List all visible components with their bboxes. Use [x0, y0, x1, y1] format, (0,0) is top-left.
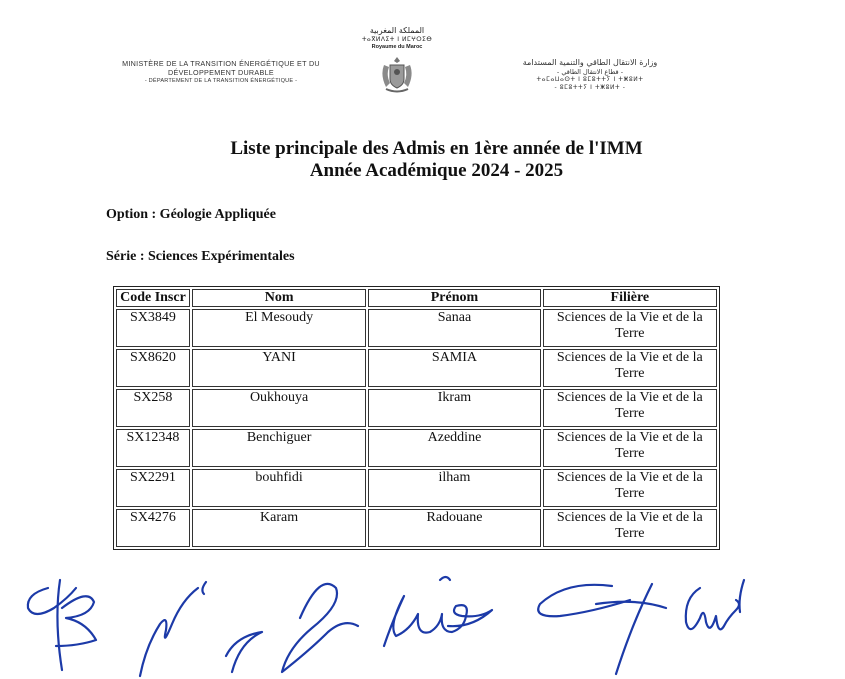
cell-prenom: SAMIA — [368, 349, 540, 387]
kingdom-arabic: المملكة المغربية — [369, 26, 425, 35]
serie-label: Série : Sciences Expérimentales — [106, 249, 295, 264]
ministry-name-arabic — [455, 58, 725, 92]
ministry-line-2: DÉVELOPPEMENT DURABLE — [167, 68, 275, 77]
table-row — [116, 469, 717, 507]
kingdom-french: Royaume du Maroc — [371, 44, 423, 50]
header-prenom: Prénom — [368, 289, 540, 307]
table-row — [116, 309, 717, 347]
cell-code: SX2291 — [116, 469, 190, 507]
table-row — [116, 389, 717, 427]
table-header-row — [116, 289, 717, 307]
option-label: Option : Géologie Appliquée — [106, 207, 276, 222]
department-line: - DÉPARTEMENT DE LA TRANSITION ÉNERGÉTIQUE - — [144, 78, 298, 84]
cell-code: SX258 — [116, 389, 190, 427]
cell-nom: Karam — [192, 509, 366, 547]
page-title: Liste principale des Admis en 1ère année de l'IMM — [230, 138, 643, 159]
header-filiere: Filière — [543, 289, 717, 307]
signature-4 — [384, 577, 492, 646]
ministry-line-1: MINISTÈRE DE LA TRANSITION ÉNERGÉTIQUE ET DU — [122, 59, 320, 68]
table-row — [116, 509, 717, 547]
signature-2 — [140, 582, 206, 676]
cell-code: SX3849 — [116, 309, 190, 347]
ministry-tifinagh-line-1: ⵜⴰⵎⴰⵡⴰⵙⵜ ⵏ ⵓⵎⵓⵜⵜⵢ ⵏ ⵜⵥⵓⵍⵜ — [536, 76, 644, 83]
cell-prenom: Ikram — [368, 389, 540, 427]
cell-code: SX4276 — [116, 509, 190, 547]
cell-filiere: Sciences de la Vie et de la Terre — [543, 349, 717, 387]
ministry-arabic-line-1: وزارة الانتقال الطاقي والتنمية المستدامة — [522, 58, 658, 67]
admis-table — [113, 286, 720, 550]
cell-code: SX12348 — [116, 429, 190, 467]
academic-year-title: Année Académique 2024 - 2025 — [309, 160, 564, 181]
cell-nom: bouhfidi — [192, 469, 366, 507]
cell-filiere: Sciences de la Vie et de la Terre — [543, 389, 717, 427]
cell-prenom: ilham — [368, 469, 540, 507]
cell-prenom: Sanaa — [368, 309, 540, 347]
ministry-arabic-line-2: - قطاع الانتقال الطاقي - — [556, 68, 624, 76]
cell-nom: Oukhouya — [192, 389, 366, 427]
cell-filiere: Sciences de la Vie et de la Terre — [543, 469, 717, 507]
signature-3 — [226, 584, 358, 672]
table-row — [116, 349, 717, 387]
cell-nom: YANI — [192, 349, 366, 387]
signatures-area — [0, 568, 845, 679]
header-nom: Nom — [192, 289, 366, 307]
signature-5 — [538, 584, 666, 674]
ministry-tifinagh-line-2: - ⵓⵎⵓⵜⵜⵢ ⵏ ⵜⵥⵓⵍⵜ - — [554, 84, 626, 91]
table-row — [116, 429, 717, 467]
cell-prenom: Radouane — [368, 509, 540, 547]
cell-code: SX8620 — [116, 349, 190, 387]
signature-1 — [28, 580, 96, 670]
ministry-name-french — [96, 59, 346, 86]
signature-6 — [686, 580, 744, 629]
cell-nom: El Mesoudy — [192, 309, 366, 347]
cell-nom: Benchiguer — [192, 429, 366, 467]
cell-filiere: Sciences de la Vie et de la Terre — [543, 309, 717, 347]
coat-of-arms-icon — [378, 55, 416, 95]
kingdom-heading — [352, 26, 442, 51]
kingdom-tifinagh: ⵜⴰⴳⵍⴷⵉⵜ ⵏ ⵍⵎⵖⵔⵉⴱ — [361, 36, 433, 43]
header-code: Code Inscr — [116, 289, 190, 307]
cell-filiere: Sciences de la Vie et de la Terre — [543, 509, 717, 547]
cell-filiere: Sciences de la Vie et de la Terre — [543, 429, 717, 467]
cell-prenom: Azeddine — [368, 429, 540, 467]
